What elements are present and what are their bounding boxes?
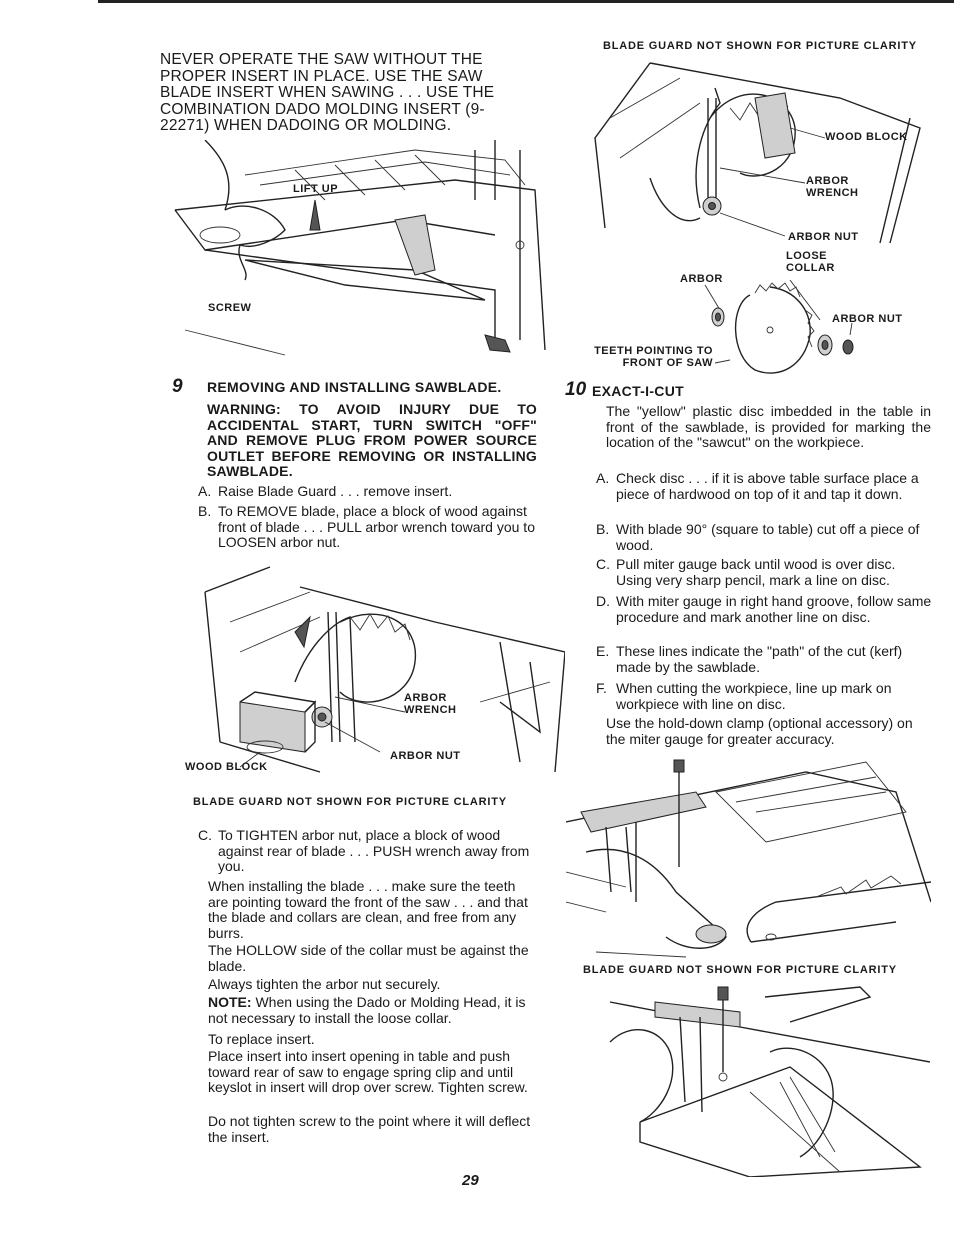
step-c-text: To TIGHTEN arbor nut, place a block of wood against rear of blade . . . PUSH wrench away from you. [218, 827, 530, 874]
exact-cut-step-e [596, 644, 932, 675]
insert-warning-text: NEVER OPERATE THE SAW WITHOUT THE PROPER INSERT IN PLACE. USE THE SAW BLADE INSERT WHEN SAWING . . . USE THE COMBINATION DADO MOLDING INSERT (9-22271) WHEN DADOING OR MOLDING. [160, 51, 495, 134]
para-replace-insert: To replace insert. [208, 1031, 315, 1047]
label-loose-collar: LOOSE COLLAR [786, 250, 835, 274]
step-b-key: B. [198, 503, 212, 519]
exact-cut-step-b-text: With blade 90° (square to table) cut off a piece of wood. [616, 521, 920, 553]
remove-blade-caption: BLADE GUARD NOT SHOWN FOR PICTURE CLARITY [193, 796, 507, 808]
label-teeth-pointing: TEETH POINTING TO FRONT OF SAW [594, 345, 713, 369]
label-arbor-nut-collar: ARBOR NUT [832, 313, 903, 325]
para-tighten-securely: Always tighten the arbor nut securely. [208, 976, 441, 992]
exact-cut-step-d [596, 594, 932, 625]
exact-cut-step-c [596, 557, 932, 588]
note-dado [208, 995, 538, 1026]
collar-arbor-illustration [700, 275, 870, 385]
step-c [198, 828, 538, 875]
section-10-intro: The "yellow" plastic disc imbedded in the table in front of the sawblade, is provided for marking the location of the "sawcut" on the workpiece. [606, 403, 931, 450]
section-9-warning: WARNING: TO AVOID INJURY DUE TO ACCIDENTAL START, TURN SWITCH "OFF" AND REMOVE PLUG FROM POWER SOURCE OUTLET BEFORE REMOVING OR INSTALLING SAWBLADE. [207, 401, 537, 479]
holddown-clamp-illustration [566, 752, 931, 964]
step-b [198, 504, 538, 551]
exact-cut-step-f [596, 681, 932, 712]
label-screw: SCREW [208, 302, 252, 314]
exact-cut-step-a-key: A. [596, 470, 610, 486]
para-place-insert: Place insert into insert opening in table and push toward rear of saw to engage spring clip and until keyslot in insert will drop over screw. Tighten screw. [208, 1048, 528, 1095]
para-hollow-side: The HOLLOW side of the collar must be against the blade. [208, 942, 529, 974]
label-wood-block: WOOD BLOCK [185, 761, 268, 773]
para-installing: When installing the blade . . . make sure the teeth are pointing toward the front of the saw . . . and that the blade and collars are clean, and free from any burrs. [208, 878, 528, 941]
label-arbor-wrench-right: ARBOR WRENCH [806, 175, 859, 199]
exact-cut-step-e-key: E. [596, 643, 610, 659]
label-arbor-wrench: ARBOR WRENCH [404, 692, 457, 716]
label-arbor-nut: ARBOR NUT [390, 750, 461, 762]
section-9-number: 9 [172, 376, 183, 397]
exact-cut-step-a [596, 471, 932, 502]
section-9-title: REMOVING AND INSTALLING SAWBLADE. [207, 379, 502, 395]
step-a-key: A. [198, 483, 212, 499]
step-a [198, 484, 538, 500]
remove-blade-illustration [200, 562, 565, 782]
exact-cut-step-e-text: These lines indicate the "path" of the cut (kerf) made by the sawblade. [616, 643, 903, 675]
exact-cut-step-a-text: Check disc . . . if it is above table surface place a piece of hardwood on top of it and tap it down. [616, 470, 919, 502]
step-a-text: Raise Blade Guard . . . remove insert. [218, 483, 453, 499]
holddown-caption: BLADE GUARD NOT SHOWN FOR PICTURE CLARITY [583, 964, 897, 976]
top-rule [98, 0, 954, 3]
exact-cut-step-f-text: When cutting the workpiece, line up mark on workpiece with line on disc. [616, 680, 892, 712]
label-wood-block-right: WOOD BLOCK [825, 131, 908, 143]
note-text: When using the Dado or Molding Head, it is not necessary to install the loose collar. [208, 994, 526, 1026]
step-c-key: C. [198, 827, 212, 843]
exact-cut-step-d-key: D. [596, 593, 610, 609]
label-arbor: ARBOR [680, 273, 723, 285]
exact-cut-step-b [596, 522, 932, 553]
label-lift-up: LIFT UP [293, 183, 339, 195]
tighten-blade-illustration [590, 58, 930, 248]
para-do-not-tighten: Do not tighten screw to the point where it will deflect the insert. [208, 1113, 531, 1145]
section-10-number: 10 [565, 379, 587, 400]
exact-cut-step-d-text: With miter gauge in right hand groove, follow same procedure and mark another line on disc. [616, 593, 932, 625]
note-label: NOTE: [208, 994, 252, 1010]
tighten-blade-caption: BLADE GUARD NOT SHOWN FOR PICTURE CLARITY [603, 40, 917, 52]
marking-workpiece-illustration [590, 982, 930, 1177]
step-b-text: To REMOVE blade, place a block of wood against front of blade . . . PULL arbor wrench toward you to LOOSEN arbor nut. [218, 503, 535, 550]
exact-cut-closing: Use the hold-down clamp (optional accessory) on the miter gauge for greater accuracy. [606, 715, 913, 747]
exact-cut-step-f-key: F. [596, 680, 607, 696]
label-arbor-nut-right: ARBOR NUT [788, 231, 859, 243]
exact-cut-step-c-key: C. [596, 556, 610, 572]
exact-cut-step-b-key: B. [596, 521, 610, 537]
exact-cut-step-c-text: Pull miter gauge back until wood is over disc. Using very sharp pencil, mark a line on disc. [616, 556, 896, 588]
page-number: 29 [462, 1172, 479, 1189]
section-10-title: EXACT-I-CUT [592, 383, 684, 399]
insert-removal-illustration [165, 140, 550, 360]
